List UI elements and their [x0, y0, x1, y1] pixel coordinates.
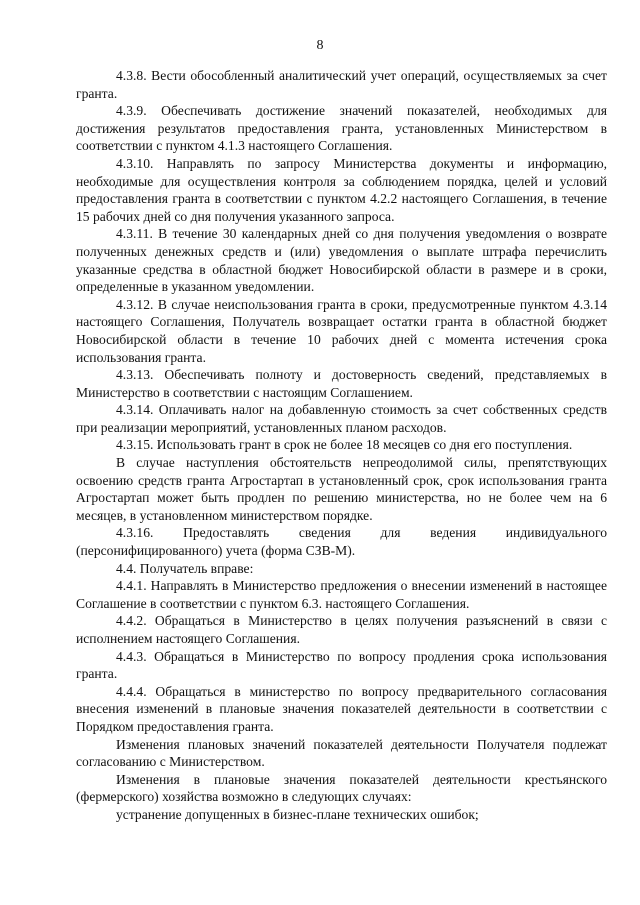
paragraph-4-3-12: 4.3.12. В случае неиспользования гранта в сроки, предусмотренные пунктом 4.3.14 настоящего Соглашения, Получатель возвращает остатки гранта в областной бюджет Новосибирской области в течение 10 рабочих дней с момента истечения срока использования гранта.	[76, 296, 607, 365]
paragraph-4-3-15: 4.3.15. Использовать грант в срок не более 18 месяцев со дня его поступления.	[116, 437, 573, 453]
paragraph-4-4-3: 4.4.3. Обращаться в Министерство по вопросу продления срока использования гранта.	[76, 648, 607, 682]
page-number: 8	[316, 38, 324, 53]
paragraph-plan-changes: Изменения плановых значений показателей деятельности Получателя подлежат согласованию с Министерством.	[76, 736, 607, 770]
paragraph-4-4-1: 4.4.1. Направлять в Министерство предложения о внесении изменений в настоящее Соглашение в соответствии с пунктом 6.3. настоящего Соглашения.	[76, 578, 607, 611]
paragraph-change-cases: Изменения в плановые значения показателей деятельности крестьянского (фермерского) хозяйства возможно в следующих случаях:	[76, 771, 607, 805]
paragraph-4-3-11: 4.3.11. В течение 30 календарных дней со дня получения уведомления о возврате полученных денежных средств и (или) уведомления о выплате штрафа перечислить указанные средства в областной бюджет Новосибирской области в размере и в сроки, определенные в указанном уведомлении.	[76, 226, 607, 295]
paragraph-4-3-8: 4.3.8. Вести обособленный аналитический учет операций, осуществляемых за счет гранта.	[76, 68, 607, 101]
paragraph-4-3-9: 4.3.9. Обеспечивать достижение значений показателей, необходимых для достижения результатов предоставления гранта, установленных Министерством в соответствии с пунктом 4.1.3 настоящего Соглашения.	[76, 103, 607, 154]
paragraph-4-4: 4.4. Получатель вправе:	[116, 560, 254, 576]
paragraph-4-3-10: 4.3.10. Направлять по запросу Министерства документы и информацию, необходимые для осуществления контроля за соблюдением порядка, целей и условий предоставления гранта в соответствии с пунктом 4.2.2 настоящего Соглашения, в течение 15 рабочих дней со дня получения указанного запроса.	[76, 155, 607, 224]
paragraph-4-3-13: 4.3.13. Обеспечивать полноту и достоверность сведений, представляемых в Министерство в соответствии с настоящим Соглашением.	[76, 367, 607, 400]
document-body	[76, 67, 607, 824]
paragraph-4-4-2: 4.4.2. Обращаться в Министерство в целях получения разъяснений в связи с исполнением настоящего Соглашения.	[76, 613, 607, 646]
paragraph-4-3-14: 4.3.14. Оплачивать налог на добавленную стоимость за счет собственных средств при реализации мероприятий, установленных планом расходов.	[76, 402, 607, 435]
paragraph-4-3-16: 4.3.16. Предоставлять сведения для ведения индивидуального (персонифицированного) учета (форма СЗВ-М).	[76, 525, 607, 559]
paragraph-technical-errors: устранение допущенных в бизнес-плане технических ошибок;	[116, 806, 479, 822]
paragraph-4-4-4: 4.4.4. Обращаться в министерство по вопросу предварительного согласования внесения изменений в плановые значения показателей деятельности в соответствии с Порядком предоставления гранта.	[76, 683, 607, 734]
paragraph-force-majeure: В случае наступления обстоятельств непреодолимой силы, препятствующих освоению средств гранта Агростартап в установленный срок, срок использования гранта Агростартап может быть продлен по решению министерства, но не более чем на 6 месяцев, в установленном министерством порядке.	[76, 455, 607, 523]
